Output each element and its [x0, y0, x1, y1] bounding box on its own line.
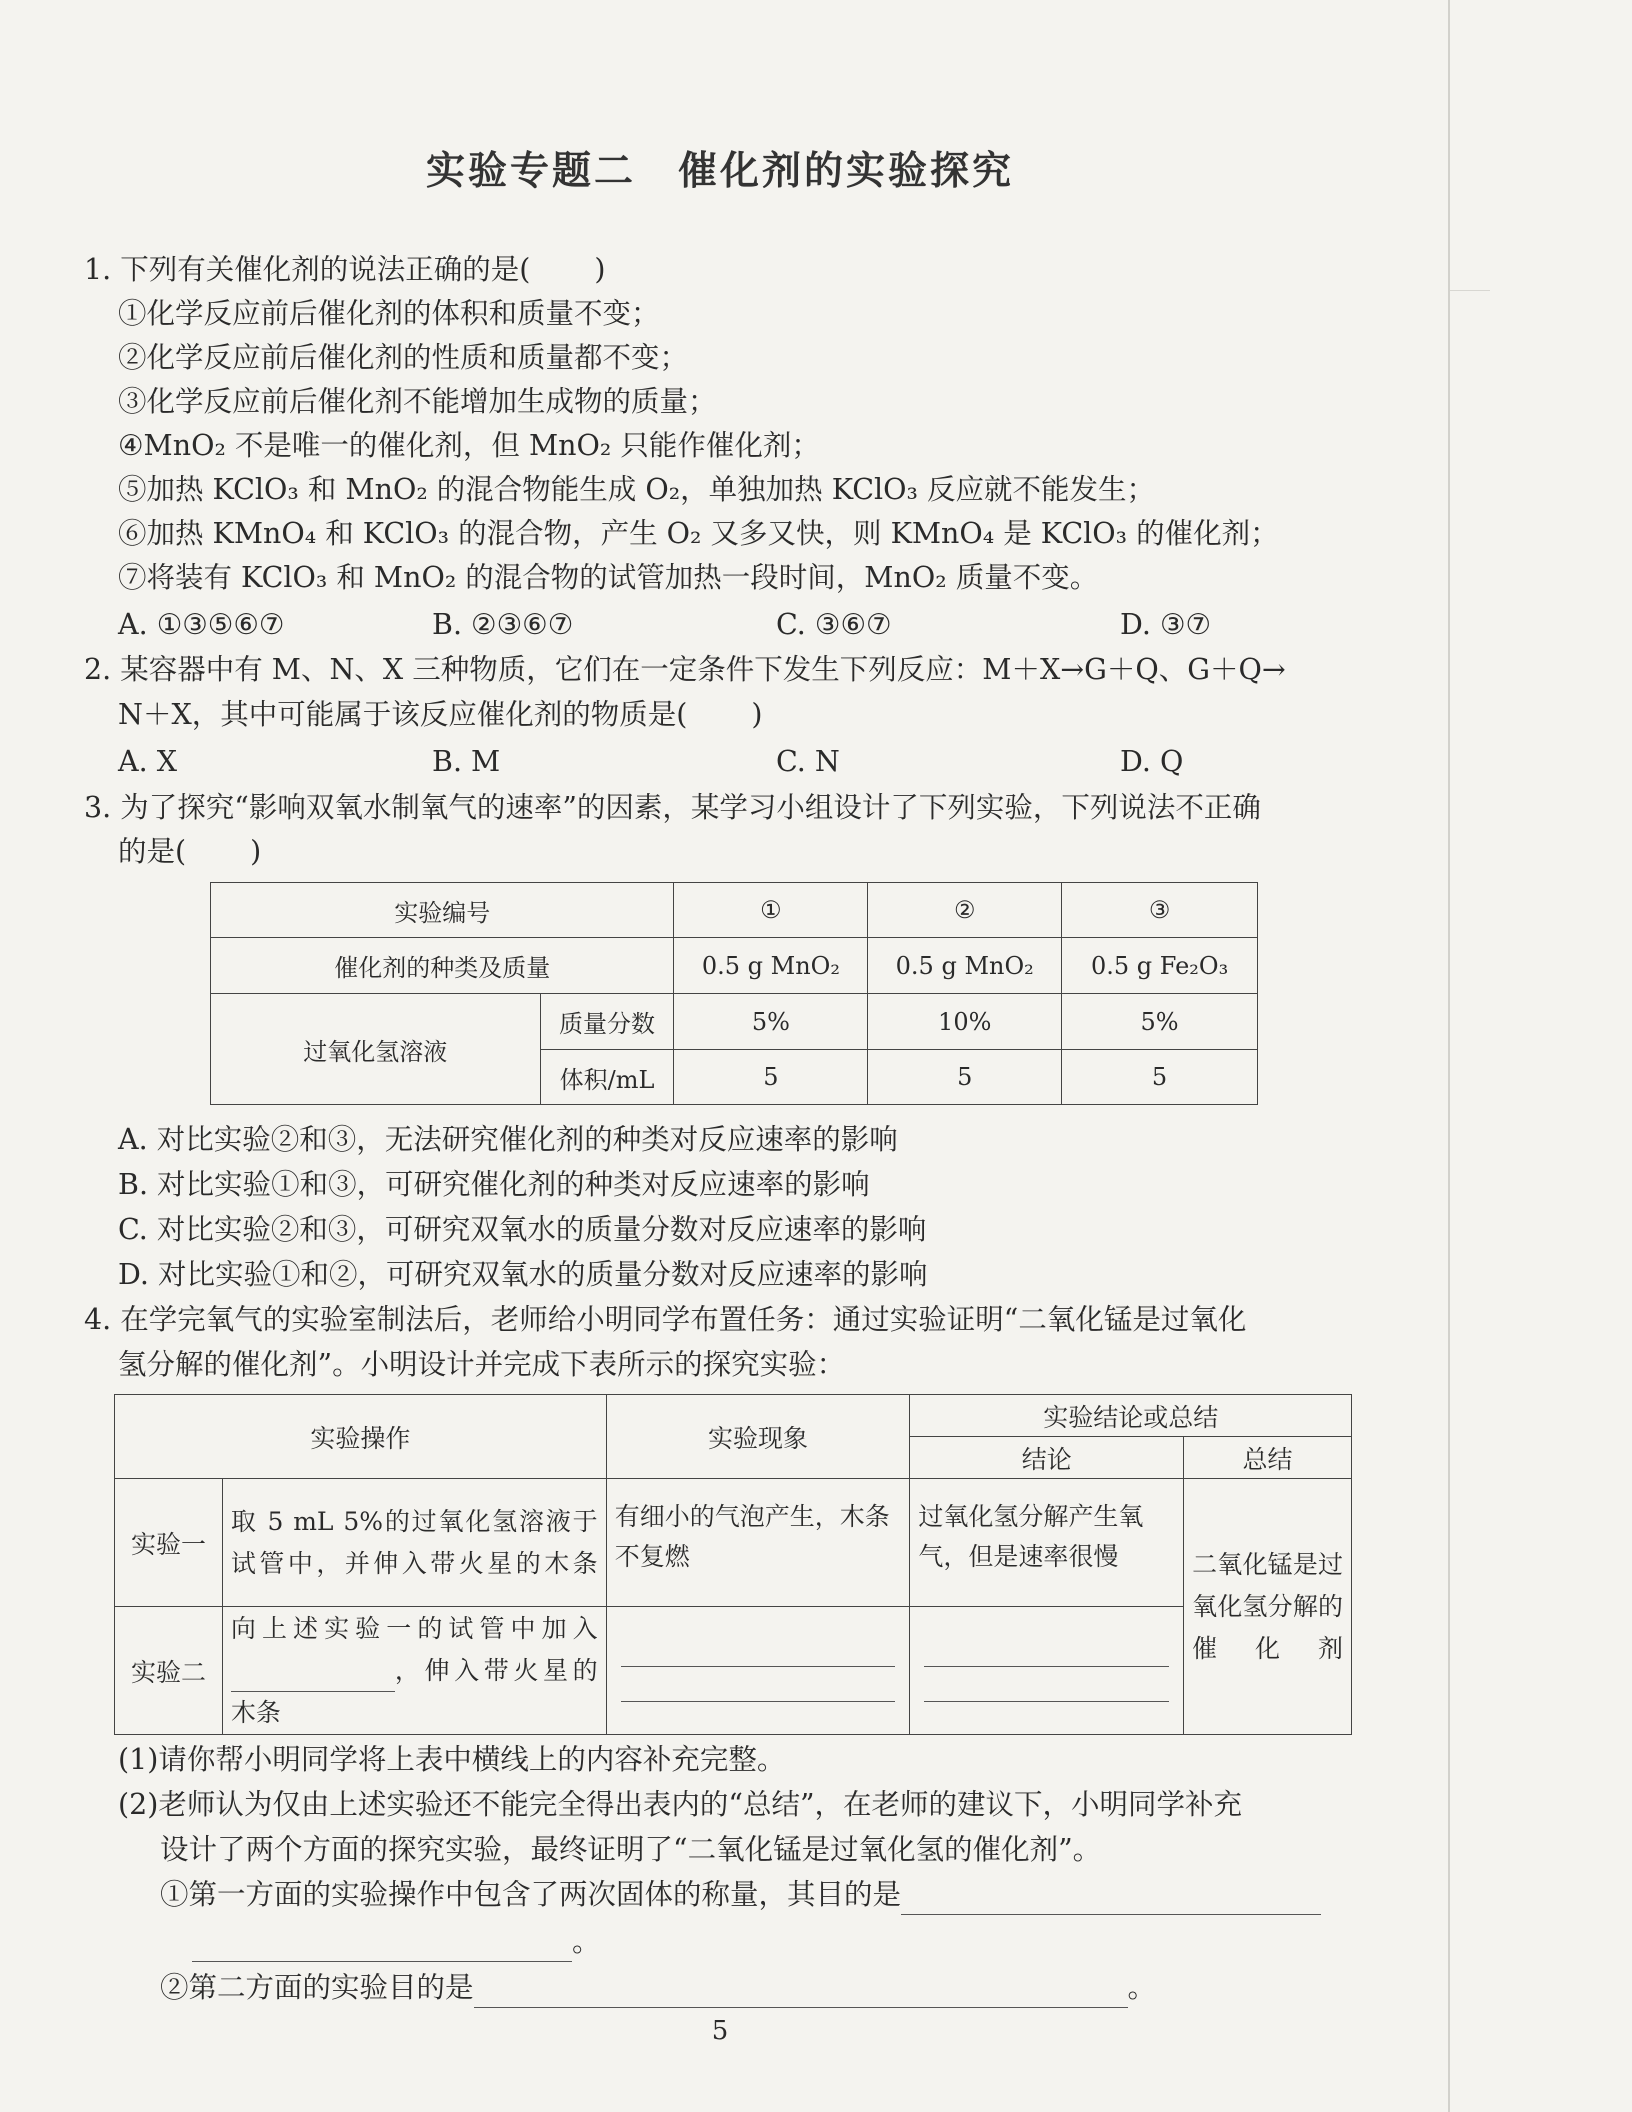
q3-option-c: C. 对比实验②和③，可研究双氧水的质量分数对反应速率的影响	[118, 1213, 927, 1246]
row-label: 实验一	[115, 1479, 223, 1607]
q1-option-d: D. ③⑦	[1120, 608, 1212, 641]
answer-blank[interactable]	[901, 1886, 1321, 1915]
table-cell	[910, 1607, 1184, 1735]
row-label: 实验二	[115, 1607, 223, 1735]
q3-option-b: B. 对比实验①和③，可研究催化剂的种类对反应速率的影响	[118, 1168, 870, 1201]
q1-item: ⑦将装有 KClO₃ 和 MnO₂ 的混合物的试管加热一段时间，MnO₂ 质量不变。	[118, 561, 1099, 594]
header-cell: ①	[674, 883, 868, 938]
table-cell: 0.5 g Fe₂O₃	[1062, 938, 1258, 994]
q2-stem-line1: 2. 某容器中有 M、N、X 三种物质，它们在一定条件下发生下列反应：M＋X→G＋Q、G＋Q→	[84, 653, 1286, 686]
header-cell: 实验操作	[115, 1395, 607, 1479]
header-cell: 实验现象	[606, 1395, 910, 1479]
q1-stem: 1. 下列有关催化剂的说法正确的是( )	[84, 253, 606, 286]
q1-item: ⑥加热 KMnO₄ 和 KClO₃ 的混合物，产生 O₂ 又多又快，则 KMnO₄ 是 KClO₃ 的催化剂；	[118, 517, 1279, 550]
sub2-b-text: ②第二方面的实验目的是	[160, 1971, 474, 2004]
q2-option-d: D. Q	[1120, 745, 1184, 778]
q4-sub2-a	[160, 1875, 1321, 1915]
q3-stem-line1: 3. 为了探究“影响双氧水制氧气的速率”的因素，某学习小组设计了下列实验，下列说法不正确	[84, 791, 1261, 824]
q4-sub2-line1: (2)老师认为仅由上述实验还不能完全得出表内的“总结”，在老师的建议下，小明同学补充	[118, 1788, 1243, 1821]
q3-table	[210, 882, 1258, 1105]
table-cell: 0.5 g MnO₂	[674, 938, 868, 994]
exp2-op-text: 木条	[230, 1697, 281, 1727]
q4-stem-line2: 氢分解的催化剂”。小明设计并完成下表所示的探究实验：	[118, 1348, 846, 1381]
q4-sub1: (1)请你帮小明同学将上表中横线上的内容补充完整。	[118, 1743, 786, 1776]
answer-blank[interactable]	[621, 1675, 896, 1702]
header-cell: ③	[1062, 883, 1258, 938]
answer-blank[interactable]	[924, 1640, 1169, 1667]
row-group-label: 过氧化氢溶液	[211, 994, 541, 1105]
table-cell: 5	[1062, 1050, 1258, 1105]
q2-option-b: B. M	[432, 745, 501, 778]
page-title: 实验专题二 催化剂的实验探究	[425, 149, 1014, 194]
row-label: 体积/mL	[540, 1050, 674, 1105]
page-edge-mark	[1450, 290, 1490, 291]
q3-option-d: D. 对比实验①和②，可研究双氧水的质量分数对反应速率的影响	[118, 1258, 928, 1291]
table-cell: 10%	[868, 994, 1062, 1050]
header-cell: 结论	[910, 1437, 1184, 1479]
table-cell: 5	[868, 1050, 1062, 1105]
q4-stem-line1: 4. 在学完氧气的实验室制法后，老师给小明同学布置任务：通过实验证明“二氧化锰是过氧化	[84, 1303, 1247, 1336]
header-cell: 实验编号	[211, 883, 674, 938]
q4-sub2-line2: 设计了两个方面的探究实验，最终证明了“二氧化锰是过氧化氢的催化剂”。	[160, 1833, 1102, 1866]
header-cell: 实验结论或总结	[910, 1395, 1352, 1437]
q2-option-a: A. X	[118, 745, 177, 778]
q1-item: ③化学反应前后催化剂不能增加生成物的质量；	[118, 385, 717, 418]
row-label: 催化剂的种类及质量	[211, 938, 674, 994]
q2-option-c: C. N	[776, 745, 840, 778]
table-cell: 5%	[1062, 994, 1258, 1050]
table-cell	[222, 1607, 606, 1735]
q3-option-a: A. 对比实验②和③，无法研究催化剂的种类对反应速率的影响	[118, 1123, 898, 1156]
header-cell: 总结	[1184, 1437, 1352, 1479]
page-number: 5	[711, 2016, 729, 2046]
period: 。	[572, 1925, 601, 1958]
page-edge	[1448, 0, 1450, 2112]
q3-stem-line2: 的是( )	[118, 835, 262, 868]
table-cell: 5%	[674, 994, 868, 1050]
q4-sub2-a-cont	[192, 1922, 601, 1962]
answer-blank[interactable]	[192, 1933, 572, 1962]
exp2-op-text: ，伸入带火星的	[394, 1655, 598, 1685]
table-cell	[606, 1607, 910, 1735]
q1-option-b: B. ②③⑥⑦	[432, 608, 574, 641]
q1-option-a: A. ①③⑤⑥⑦	[118, 608, 285, 641]
q4-sub2-b	[160, 1968, 1156, 2008]
q1-item: ⑤加热 KClO₃ 和 MnO₂ 的混合物能生成 O₂，单独加热 KClO₃ 反应就不能发生；	[118, 473, 1156, 506]
table-cell: 5	[674, 1050, 868, 1105]
q1-item: ④MnO₂ 不是唯一的催化剂，但 MnO₂ 只能作催化剂；	[118, 429, 820, 462]
table-cell: 有细小的气泡产生，木条不复燃	[606, 1479, 910, 1607]
q2-stem-line2: N＋X，其中可能属于该反应催化剂的物质是( )	[118, 698, 763, 731]
header-cell: ②	[868, 883, 1062, 938]
exp2-op-line	[231, 1650, 598, 1692]
table-cell: 取 5 mL 5%的过氧化氢溶液于试管中，并伸入带火星的木条	[222, 1479, 606, 1607]
q1-item: ②化学反应前后催化剂的性质和质量都不变；	[118, 341, 689, 374]
sub2-a-text: ①第一方面的实验操作中包含了两次固体的称量，其目的是	[160, 1878, 902, 1911]
answer-blank[interactable]	[231, 1663, 395, 1692]
answer-blank[interactable]	[924, 1675, 1169, 1702]
q1-item: ①化学反应前后催化剂的体积和质量不变；	[118, 297, 660, 330]
table-cell: 0.5 g MnO₂	[868, 938, 1062, 994]
answer-blank[interactable]	[621, 1640, 896, 1667]
summary-cell: 二氧化锰是过氧化氢分解的催化剂	[1184, 1479, 1352, 1735]
period: 。	[1127, 1971, 1157, 2004]
q4-table	[114, 1394, 1352, 1735]
table-cell: 过氧化氢分解产生氧气，但是速率很慢	[910, 1479, 1184, 1607]
q1-option-c: C. ③⑥⑦	[776, 608, 892, 641]
answer-blank[interactable]	[474, 1979, 1128, 2008]
row-label: 质量分数	[540, 994, 674, 1050]
exp2-op-text: 向上述实验一的试管中加入	[230, 1613, 598, 1643]
